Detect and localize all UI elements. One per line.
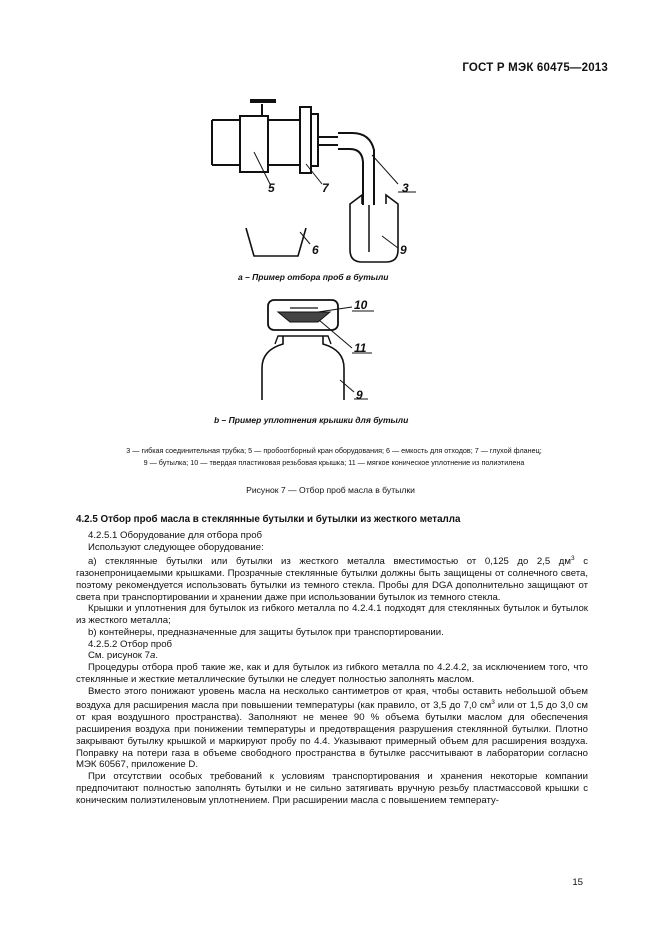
label-11: 11 xyxy=(354,341,367,355)
subsection-heading-4-2-5-1: 4.2.5.1 Оборудование для отбора проб xyxy=(88,529,263,541)
label-5: 5 xyxy=(268,181,275,195)
document-header: ГОСТ Р МЭК 60475—2013 xyxy=(462,62,608,74)
label-3: 3 xyxy=(402,181,409,195)
paragraph-instead: Вместо этого понижают уровень масла на несколько сантиметров от края, чтобы оставить небольшой объем воздуха для расширения масла при повышении температуры (как правило, от 3,5 до 7,0 $см^3$ или от 1,5 до 3,0 см от края воздушного пространства). Заполняют не менее 90 % объема бутылки маслом для обеспечения расширения воздуха при понижении температуры и предотвращения разрушения стеклянной бутылки. Плотно закрывают бутылку крышкой и маркируют пробу по 4.4. Указывают примерный объем для расширения воздуха. Поправку на потери газа в объеме свободного пространства в бутылке рассчитывают в лаборатории согласно МЭК 60567, приложение D. xyxy=(76,685,588,771)
body-text xyxy=(76,514,588,806)
paragraph-procedure: Процедуры отбора проб такие же, как и для бутылок из гибкого металла по 4.2.4.2, за исключением того, что стеклянные и жесткие металлические бутылки не следует полностью заполнять маслом. xyxy=(76,662,588,685)
conical-seal xyxy=(278,312,330,322)
paragraph-equipment: Используют следующее оборудование: xyxy=(88,541,264,553)
paragraph-absent-requirements: При отсутствии особых требований к условиям транспортирования и хранения некоторые компании предпочитают полностью заполнять бутылки и не сильно затягивать вручную резьбу пластмассовой крышки с коническим полиэтиленовым уплотнением. При расширении масла с повышением температу- xyxy=(76,771,588,806)
subsection-heading-4-2-5-2: 4.2.5.2 Отбор проб xyxy=(88,638,173,650)
sampling-valve xyxy=(240,116,268,172)
waste-container xyxy=(246,228,306,256)
paragraph-see-figure: См. рисунок 7а. xyxy=(88,650,158,662)
figure-legend xyxy=(40,445,628,469)
flexible-tube-outer xyxy=(338,133,374,205)
paragraph-caps: Крышки и уплотнения для бутылок из гибкого металла по 4.2.4.1 подходят для стеклянных бутылок и бутылок из жесткого металла; xyxy=(76,603,588,627)
page-number: 15 xyxy=(572,877,583,888)
bottle xyxy=(350,195,398,262)
list-item-b: b) контейнеры, предназначенные для защиты бутылок при транспортировании. xyxy=(88,626,444,638)
legend-line-1: 3 — гибкая соединительная трубка; 5 — пробоотборный кран оборудования; 6 — емкость для отходов; 7 — глухой фланец; xyxy=(126,446,542,455)
legend-line-2: 9 — бутылка; 10 — твердая пластиковая резьбовая крышка; 11 — мягкое коническое уплотнение из полиэтилена xyxy=(143,458,525,467)
label-10: 10 xyxy=(354,298,368,312)
figure-title: Рисунок 7 — Отбор проб масла в бутылки xyxy=(246,485,415,495)
figure-caption-a: а – Пример отбора проб в бутыли xyxy=(238,272,389,282)
pipe xyxy=(212,120,240,165)
label-9a: 9 xyxy=(400,243,407,257)
section-heading-4-2-5: 4.2.5 Отбор проб масла в стеклянные бутылки и бутылки из жесткого металла xyxy=(76,514,461,525)
blind-flange xyxy=(300,107,311,173)
figure-caption-b: b – Пример уплотнения крышки для бутыли xyxy=(214,415,409,425)
label-6: 6 xyxy=(312,243,319,257)
list-item-a: а) стеклянные бутылки или бутылки из жесткого металла вместимостью от 0,125 до 2,5 $дм^3$ с газонепроницаемыми крышками. Прозрачные стеклянные бутылки должны быть защищены от солнечного света, поэтому рекомендуется использовать бутылки из темного стекла. Пробы для DGA дополнительно защищают от света при транспортировании и хранении даже при использовании бутылок из темного стекла. xyxy=(76,555,588,603)
label-7: 7 xyxy=(322,181,329,195)
label-9b: 9 xyxy=(356,388,363,402)
bottle-b xyxy=(262,336,344,400)
